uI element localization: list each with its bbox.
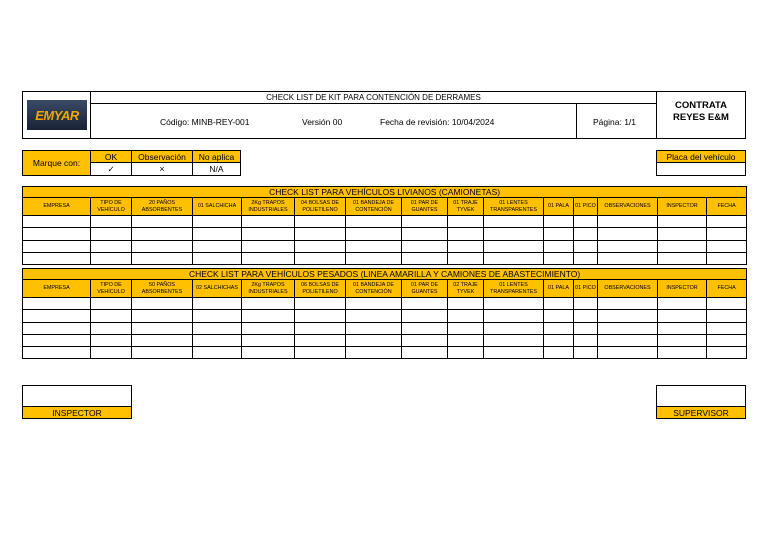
table-cell[interactable]	[193, 334, 242, 346]
col-pico: 01 PICO	[574, 280, 598, 298]
header-info-row	[90, 103, 657, 139]
livianos-title: CHECK LIST PARA VEHÍCULOS LIVIANOS (CAMIONETAS)	[23, 187, 747, 198]
table-cell[interactable]	[484, 240, 544, 252]
pesados-header-row	[23, 280, 747, 298]
table-cell[interactable]	[346, 347, 402, 359]
table-cell[interactable]	[448, 347, 484, 359]
col-traje: 01 TRAJE TYVEK	[448, 198, 484, 216]
table-cell[interactable]	[402, 347, 448, 359]
contrata-box	[656, 91, 746, 139]
table-cell[interactable]	[598, 216, 658, 228]
table-cell[interactable]	[598, 228, 658, 240]
table-cell[interactable]	[544, 252, 574, 264]
table-cell[interactable]	[402, 216, 448, 228]
table-cell[interactable]	[658, 240, 707, 252]
table-cell[interactable]	[574, 228, 598, 240]
col-pala: 01 PALA	[544, 280, 574, 298]
table-cell[interactable]	[91, 310, 132, 322]
table-cell[interactable]	[707, 228, 747, 240]
table-cell[interactable]	[193, 252, 242, 264]
col-bandeja: 01 BANDEJA DE CONTENCIÓN	[346, 280, 402, 298]
table-cell[interactable]	[132, 252, 193, 264]
table-cell[interactable]	[295, 298, 346, 310]
logo-cell	[22, 91, 91, 139]
placa-input[interactable]	[656, 162, 746, 176]
col-trapos: 2Kg TRAPOS INDUSTRIALES	[242, 198, 295, 216]
table-cell[interactable]	[448, 334, 484, 346]
table-cell[interactable]	[402, 322, 448, 334]
table-row	[23, 252, 747, 264]
table-cell[interactable]	[23, 228, 91, 240]
table-cell[interactable]	[242, 298, 295, 310]
table-cell[interactable]	[544, 310, 574, 322]
livianos-header-row	[23, 198, 747, 216]
table-cell[interactable]	[346, 310, 402, 322]
col-tipo-vehiculo: TIPO DE VEHÍCULO	[91, 198, 132, 216]
table-cell[interactable]	[193, 347, 242, 359]
table-cell[interactable]	[91, 228, 132, 240]
table-cell[interactable]	[23, 310, 91, 322]
col-salchichas: 02 SALCHICHAS	[193, 280, 242, 298]
pesados-title: CHECK LIST PARA VEHÍCULOS PESADOS (LINEA AMARILLA Y CAMIONES DE ABASTECIMIENTO)	[23, 269, 747, 280]
table-cell[interactable]	[598, 347, 658, 359]
supervisor-signature-label	[656, 406, 746, 419]
table-cell[interactable]	[598, 322, 658, 334]
livianos-body	[23, 216, 747, 265]
table-cell[interactable]	[193, 228, 242, 240]
table-cell[interactable]	[295, 334, 346, 346]
version-label: Versión 00	[302, 117, 343, 127]
table-cell[interactable]	[574, 310, 598, 322]
table-cell[interactable]	[402, 310, 448, 322]
col-observaciones: OBSERVACIONES	[598, 280, 658, 298]
table-row	[23, 216, 747, 228]
table-cell[interactable]	[707, 310, 747, 322]
table-cell[interactable]	[544, 347, 574, 359]
table-cell[interactable]	[132, 228, 193, 240]
table-cell[interactable]	[658, 252, 707, 264]
table-cell[interactable]	[544, 298, 574, 310]
table-cell[interactable]	[23, 240, 91, 252]
col-panos: 20 PAÑOS ABSORBENTES	[132, 198, 193, 216]
col-fecha: FECHA	[707, 280, 747, 298]
table-cell[interactable]	[402, 334, 448, 346]
table-row	[23, 298, 747, 310]
table-cell[interactable]	[574, 334, 598, 346]
table-cell[interactable]	[658, 298, 707, 310]
legend-observacion-symbol	[131, 162, 193, 176]
table-cell[interactable]	[574, 322, 598, 334]
table-row	[23, 228, 747, 240]
table-cell[interactable]	[242, 252, 295, 264]
table-cell[interactable]	[91, 298, 132, 310]
table-cell[interactable]	[295, 240, 346, 252]
table-cell[interactable]	[658, 310, 707, 322]
table-cell[interactable]	[295, 252, 346, 264]
na-symbol: N/A	[209, 164, 224, 174]
table-cell[interactable]	[132, 310, 193, 322]
pesados-table	[22, 268, 747, 359]
table-cell[interactable]	[598, 252, 658, 264]
table-cell[interactable]	[242, 322, 295, 334]
table-cell[interactable]	[448, 240, 484, 252]
legend-no-aplica-symbol	[192, 162, 241, 176]
table-cell[interactable]	[658, 322, 707, 334]
placa-label-text: Placa del vehículo	[666, 151, 736, 162]
table-cell[interactable]	[346, 334, 402, 346]
col-lentes: 01 LENTES TRANSPARENTES	[484, 198, 544, 216]
table-cell[interactable]	[448, 310, 484, 322]
marque-label-text: Marque con:	[32, 158, 81, 168]
check-icon: ✓	[107, 163, 115, 174]
table-cell[interactable]	[91, 347, 132, 359]
table-cell[interactable]	[658, 347, 707, 359]
table-cell[interactable]	[448, 298, 484, 310]
table-cell[interactable]	[658, 228, 707, 240]
table-cell[interactable]	[91, 322, 132, 334]
table-cell[interactable]	[598, 240, 658, 252]
table-cell[interactable]	[132, 322, 193, 334]
table-cell[interactable]	[193, 322, 242, 334]
table-cell[interactable]	[658, 216, 707, 228]
col-inspector: INSPECTOR	[658, 198, 707, 216]
table-cell[interactable]	[448, 216, 484, 228]
table-cell[interactable]	[132, 334, 193, 346]
table-cell[interactable]	[544, 240, 574, 252]
table-row	[23, 240, 747, 252]
table-cell[interactable]	[295, 310, 346, 322]
legend-ok-text: OK	[104, 151, 118, 162]
table-cell[interactable]	[295, 216, 346, 228]
col-pico: 01 PICO	[574, 198, 598, 216]
table-cell[interactable]	[598, 298, 658, 310]
table-cell[interactable]	[484, 228, 544, 240]
table-cell[interactable]	[346, 322, 402, 334]
table-cell[interactable]	[574, 252, 598, 264]
table-cell[interactable]	[346, 228, 402, 240]
table-cell[interactable]	[132, 347, 193, 359]
supervisor-signature-box[interactable]	[656, 385, 746, 407]
livianos-table	[22, 186, 747, 265]
col-traje: 02 TRAJE TYVEK	[448, 280, 484, 298]
legend-ok-symbol	[90, 162, 132, 176]
table-cell[interactable]	[91, 240, 132, 252]
col-empresa: EMPRESA	[23, 280, 91, 298]
table-cell[interactable]	[346, 216, 402, 228]
table-cell[interactable]	[193, 298, 242, 310]
table-cell[interactable]	[346, 298, 402, 310]
table-cell[interactable]	[707, 240, 747, 252]
table-cell[interactable]	[402, 298, 448, 310]
table-cell[interactable]	[346, 252, 402, 264]
col-bandeja: 01 BANDEJA DE CONTENCIÓN	[346, 198, 402, 216]
table-cell[interactable]	[91, 334, 132, 346]
col-empresa: EMPRESA	[23, 198, 91, 216]
table-cell[interactable]	[193, 240, 242, 252]
table-cell[interactable]	[193, 310, 242, 322]
table-cell[interactable]	[574, 240, 598, 252]
table-cell[interactable]	[544, 322, 574, 334]
table-cell[interactable]	[132, 298, 193, 310]
table-cell[interactable]	[91, 252, 132, 264]
col-guantes: 01 PAR DE GUANTES	[402, 198, 448, 216]
table-cell[interactable]	[707, 216, 747, 228]
table-cell[interactable]	[707, 322, 747, 334]
table-cell[interactable]	[23, 252, 91, 264]
table-cell[interactable]	[132, 240, 193, 252]
col-salchicha: 01 SALCHICHA	[193, 198, 242, 216]
table-cell[interactable]	[23, 216, 91, 228]
col-observaciones: OBSERVACIONES	[598, 198, 658, 216]
table-cell[interactable]	[193, 216, 242, 228]
table-cell[interactable]	[448, 228, 484, 240]
table-cell[interactable]	[402, 240, 448, 252]
supervisor-label-text: SUPERVISOR	[673, 407, 729, 418]
table-cell[interactable]	[402, 228, 448, 240]
cross-icon: ×	[159, 164, 165, 174]
table-cell[interactable]	[574, 298, 598, 310]
table-cell[interactable]	[23, 322, 91, 334]
table-cell[interactable]	[484, 216, 544, 228]
table-cell[interactable]	[484, 310, 544, 322]
codigo-label: Código: MINB-REY-001	[160, 117, 250, 127]
table-cell[interactable]	[574, 216, 598, 228]
col-tipo-vehiculo: TIPO DE VEHÍCULO	[91, 280, 132, 298]
logo-text: EMYAR	[35, 107, 79, 123]
table-cell[interactable]	[242, 240, 295, 252]
table-cell[interactable]	[402, 252, 448, 264]
inspector-label-text: INSPECTOR	[52, 407, 102, 418]
table-cell[interactable]	[544, 334, 574, 346]
table-cell[interactable]	[91, 216, 132, 228]
table-row	[23, 310, 747, 322]
col-bolsas: 06 BOLSAS DE POLIETILENO	[295, 280, 346, 298]
document-title-text: CHECK LIST DE KIT PARA CONTENCIÓN DE DERRAMES	[266, 93, 481, 102]
table-cell[interactable]	[23, 347, 91, 359]
table-cell[interactable]	[484, 252, 544, 264]
table-cell[interactable]	[544, 228, 574, 240]
pagina-label: Página: 1/1	[593, 117, 637, 127]
table-cell[interactable]	[574, 347, 598, 359]
inspector-signature-label	[22, 406, 132, 419]
col-panos: 50 PAÑOS ABSORBENTES	[132, 280, 193, 298]
table-cell[interactable]	[295, 228, 346, 240]
table-cell[interactable]	[242, 310, 295, 322]
col-pala: 01 PALA	[544, 198, 574, 216]
table-cell[interactable]	[295, 322, 346, 334]
legend-observacion-text: Observación	[138, 151, 186, 162]
table-cell[interactable]	[242, 228, 295, 240]
table-cell[interactable]	[707, 252, 747, 264]
table-row	[23, 322, 747, 334]
col-trapos: 2Kg TRAPOS INDUSTRIALES	[242, 280, 295, 298]
table-cell[interactable]	[448, 322, 484, 334]
col-bolsas: 04 BOLSAS DE POLIETILENO	[295, 198, 346, 216]
col-guantes: 01 PAR DE GUANTES	[402, 280, 448, 298]
col-fecha: FECHA	[707, 198, 747, 216]
table-cell[interactable]	[242, 347, 295, 359]
company-logo	[27, 100, 87, 130]
col-inspector: INSPECTOR	[658, 280, 707, 298]
table-cell[interactable]	[707, 347, 747, 359]
table-cell[interactable]	[242, 216, 295, 228]
table-cell[interactable]	[346, 240, 402, 252]
col-lentes: 01 LENTES TRANSPARENTES	[484, 280, 544, 298]
table-cell[interactable]	[484, 347, 544, 359]
table-cell[interactable]	[242, 334, 295, 346]
table-cell[interactable]	[448, 252, 484, 264]
table-row	[23, 334, 747, 346]
pagina-divider	[576, 104, 577, 138]
table-cell[interactable]	[658, 334, 707, 346]
table-cell[interactable]	[707, 298, 747, 310]
table-cell[interactable]	[484, 334, 544, 346]
contrata-label: CONTRATA REYES E&M	[673, 100, 729, 123]
table-cell[interactable]	[598, 334, 658, 346]
table-row	[23, 347, 747, 359]
marque-label	[22, 150, 91, 176]
fecha-revision-label: Fecha de revisión: 10/04/2024	[380, 117, 495, 127]
table-cell[interactable]	[23, 298, 91, 310]
legend-no-aplica-text: No aplica	[198, 151, 235, 162]
inspector-signature-box[interactable]	[22, 385, 132, 407]
table-cell[interactable]	[707, 334, 747, 346]
table-cell[interactable]	[544, 216, 574, 228]
table-cell[interactable]	[295, 347, 346, 359]
table-cell[interactable]	[484, 322, 544, 334]
table-cell[interactable]	[598, 310, 658, 322]
table-cell[interactable]	[484, 298, 544, 310]
table-cell[interactable]	[23, 334, 91, 346]
table-cell[interactable]	[132, 216, 193, 228]
pesados-body	[23, 298, 747, 359]
